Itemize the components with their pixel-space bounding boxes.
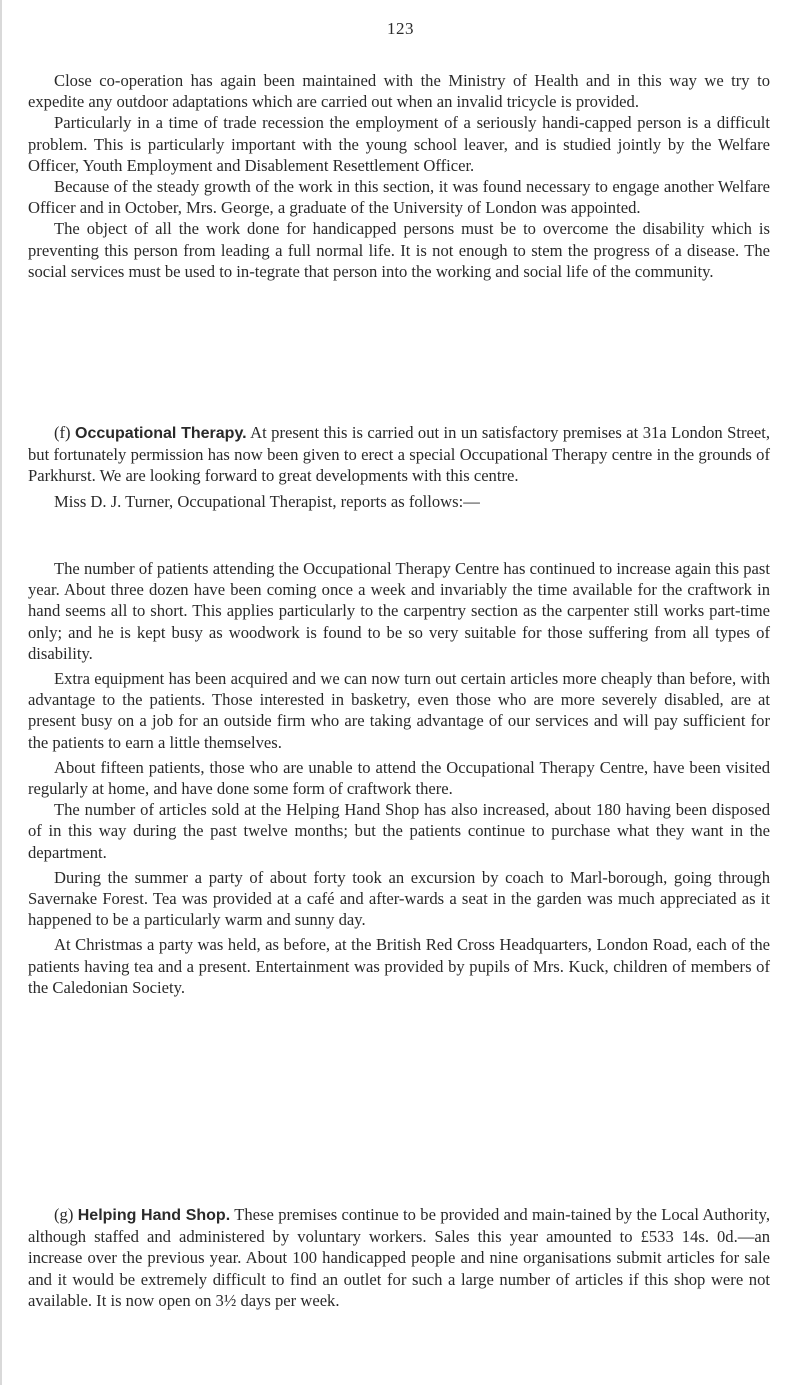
- intro-section: [28, 70, 770, 282]
- section-text: At present this is carried out in un satisfactory premises at 31a London Street, but fortunately permission has now been given to erect a special Occupational Therapy centre in the grounds of Parkhurst. We are looking forward to great developments with this centre.: [28, 423, 770, 486]
- report-paragraph: At Christmas a party was held, as before, at the British Red Cross Headquarters, London Road, each of the patients having tea and a present. Entertainment was provided by pupils of Mrs. Kuck, children of members of the Caledonian Society.: [28, 935, 770, 997]
- report-paragraph: During the summer a party of about forty took an excursion by coach to Marl-borough, going through Savernake Forest. Tea was provided at a café and after-wards a seat in the garden was much appreciated as it happened to be a particularly warm and sunny day.: [28, 867, 770, 930]
- report-paragraph: The number of articles sold at the Helping Hand Shop has also increased, about 180 having been disposed of in this way during the past twelve months; but the patients continue to purchase what they want in the department.: [28, 800, 770, 862]
- page-number: 123: [387, 19, 414, 38]
- therapist-report: [28, 558, 770, 998]
- report-paragraph: About fifteen patients, those who are unable to attend the Occupational Therapy Centre, have been visited regularly at home, and have done some form of craftwork there.: [28, 757, 770, 799]
- report-paragraph: Extra equipment has been acquired and we can now turn out certain articles more cheaply than before, with advantage to the patients. Those interested in basketry, even those who are more severely disabled, are at present busy on a job for an outside firm who are taking advantage of our services and will pay sufficient for the patients to earn a little themselves.: [28, 669, 770, 752]
- occupational-therapy-paragraph: [28, 422, 770, 487]
- report-paragraph: The number of patients attending the Occupational Therapy Centre has continued to increase again this past year. About three dozen have been coming once a week and invariably the time available for the craftwork in hand seems all to short. This applies particularly to the carpentry section as the carpenter still works part-time only; and he is kept busy as woodwork is found to be so very suitable for those suffering from all types of disability.: [28, 559, 770, 663]
- section-heading: Occupational Therapy.: [75, 425, 247, 442]
- paragraph-welfare-officer: Because of the steady growth of the work in this section, it was found necessary to engage another Welfare Officer and in October, Mrs. George, a graduate of the University of London was appointed.: [28, 177, 770, 218]
- paragraph-employment: Particularly in a time of trade recession the employment of a seriously handi-capped person is a difficult problem. This is particularly important with the young school leaver, and is studied jointly by the Welfare Officer, Youth Employment and Disablement Resettlement Officer.: [28, 113, 770, 175]
- paragraph-ministry: Close co-operation has again been maintained with the Ministry of Health and in this way we try to expedite any outdoor adaptations which are carried out when an invalid tricycle is provided.: [28, 71, 770, 112]
- helping-hand-paragraph: [28, 1204, 770, 1311]
- occupational-therapy-section: [28, 422, 770, 512]
- section-text: These premises continue to be provided and main-tained by the Local Authority, although staffed and administered by voluntary workers. Sales this year amounted to £533 14s. 0d.—an increase over the previous year. About 100 handicapped people and nine organisations submit articles for sale and it would be extremely difficult to find an outlet for such a large number of articles if this shop were not available. It is now open on 3½ days per week.: [28, 1205, 771, 1310]
- helping-hand-section: [28, 1204, 770, 1311]
- scan-edge: [0, 0, 2, 1385]
- report-intro: Miss D. J. Turner, Occupational Therapist, reports as follows:—: [54, 491, 480, 511]
- section-label: (f): [54, 423, 71, 442]
- section-label: (g): [54, 1205, 74, 1224]
- section-heading: Helping Hand Shop.: [77, 1207, 231, 1224]
- paragraph-object: The object of all the work done for handicapped persons must be to overcome the disability which is preventing this person from leading a full normal life. It is not enough to stem the progress of a disease. The social services must be used to in-tegrate that person into the working and social life of the community.: [28, 219, 770, 281]
